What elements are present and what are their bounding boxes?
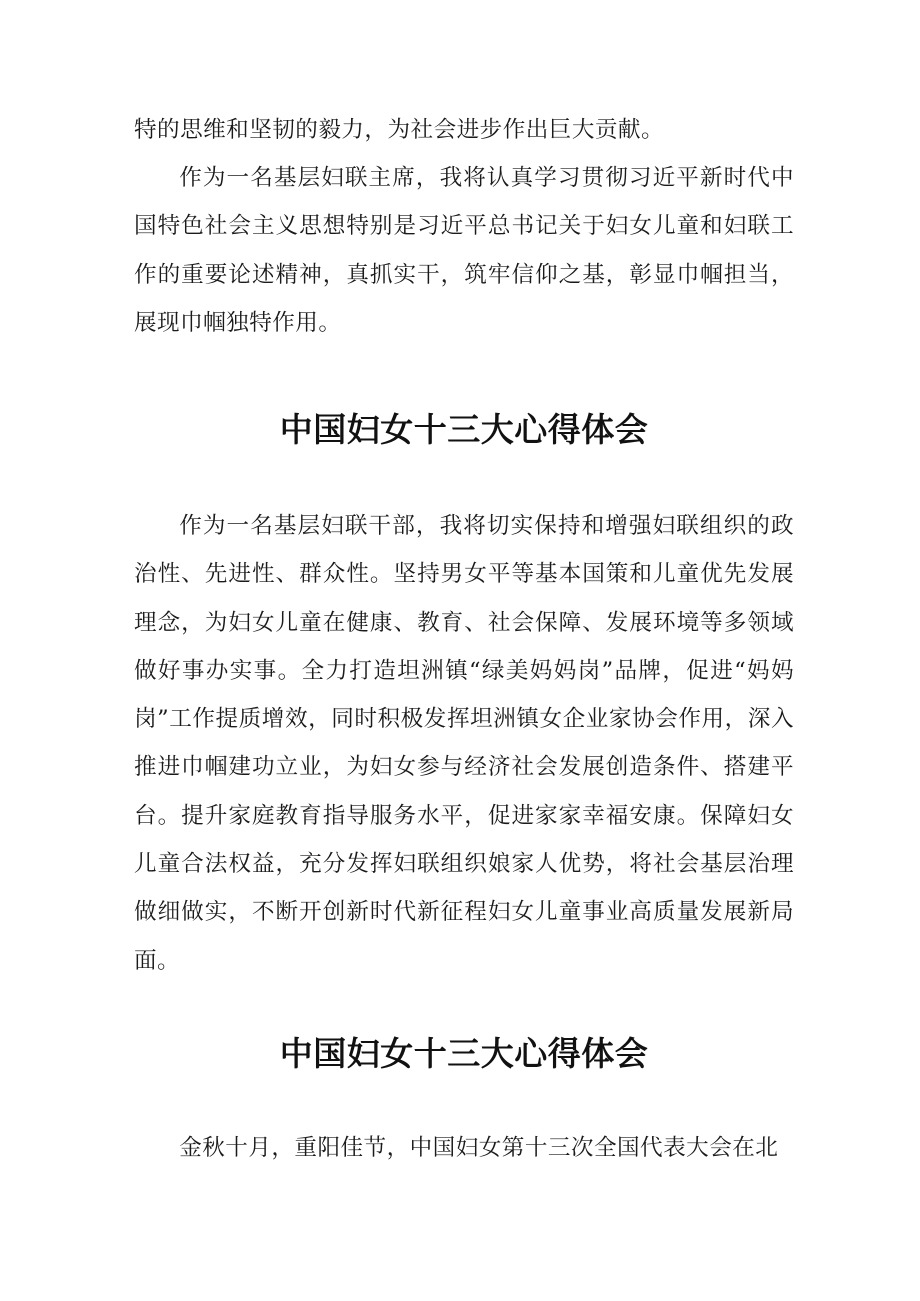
paragraph-continuation: 特的思维和坚韧的毅力，为社会进步作出巨大贡献。: [134, 117, 665, 143]
paragraph-body: 作为一名基层妇联干部，我将切实保持和增强妇联组织的政治性、先进性、群众性。坚持男女平等基本国策和儿童优先发展理念，为妇女儿童在健康、教育、社会保障、发展环境等多领域做好事办实事。全力打造坦洲镇“绿美妈妈岗”品牌，促进“妈妈岗”工作提质增效，同时积极发挥坦洲镇女企业家协会作用，深入推进巾帼建功立业，为妇女参与经济社会发展创造条件、搭建平台。提升家庭教育指导服务水平，促进家家幸福安康。保障妇女儿童合法权益，充分发挥妇联组织娘家人优势，将社会基层治理做细做实，不断开创新时代新征程妇女儿童事业高质量发展新局面。: [134, 513, 794, 974]
paragraph-opening: 金秋十月，重阳佳节，中国妇女第十三次全国代表大会在北: [179, 1135, 779, 1161]
paragraph-statement: 作为一名基层妇联主席，我将认真学习贯彻习近平新时代中国特色社会主义思想特别是习近平总书记关于妇女儿童和妇联工作的重要论述精神，真抓实干，筑牢信仰之基，彰显巾帼担当，展现巾帼独特作用。: [134, 165, 794, 336]
section-heading-1: 中国妇女十三大心得体会: [279, 410, 649, 449]
section-heading-2: 中国妇女十三大心得体会: [279, 1034, 649, 1073]
